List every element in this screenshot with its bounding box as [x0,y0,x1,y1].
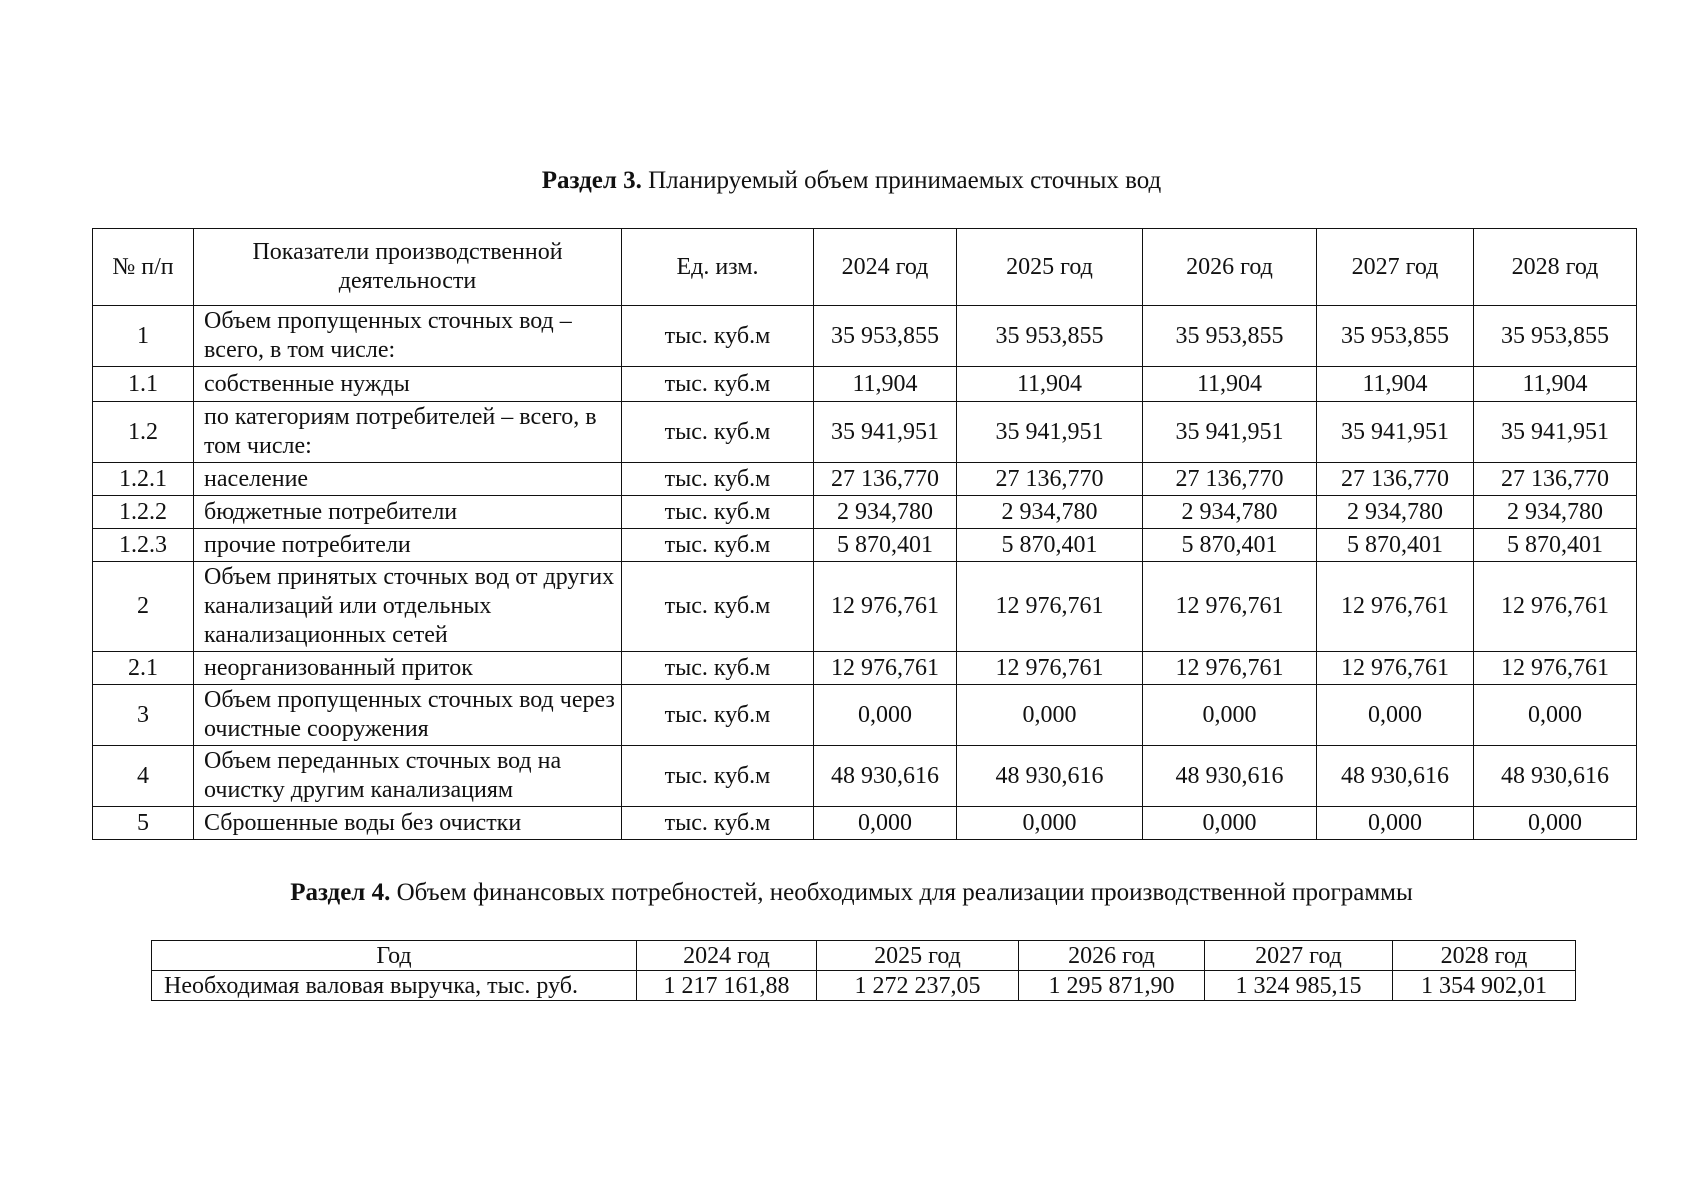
unit-cell: тыс. куб.м [622,685,814,746]
section-4-heading: Объем финансовых потребностей, необходимых для реализации производственной программы [396,879,1413,906]
indicator-cell: Объем переданных сточных вод на очистку другим канализациям [194,746,622,807]
value-cell: 11,904 [1143,367,1317,402]
row-number-cell: 4 [93,746,194,807]
value-cell: 35 953,855 [814,306,957,367]
section-4-label: Раздел 4. [290,879,391,906]
value-cell: 27 136,770 [1143,463,1317,496]
value-cell: 48 930,616 [957,746,1143,807]
header-year: 2024 год [814,229,957,306]
value-cell: 5 870,401 [1317,529,1474,562]
value-cell: 0,000 [814,685,957,746]
indicator-cell: по категориям потребителей – всего, в том числе: [194,402,622,463]
value-cell: 48 930,616 [814,746,957,807]
value-cell: 35 953,855 [1474,306,1637,367]
value-cell: 27 136,770 [1474,463,1637,496]
header-year: 2026 год [1143,229,1317,306]
unit-cell: тыс. куб.м [622,562,814,652]
value-cell: 12 976,761 [1474,562,1637,652]
value-cell: 1 324 985,15 [1205,971,1393,1001]
value-cell: 35 953,855 [1143,306,1317,367]
indicator-cell: население [194,463,622,496]
financial-needs-table [151,940,1576,1001]
header-year: 2025 год [817,941,1019,971]
table-row [93,562,1637,652]
value-cell: 12 976,761 [1317,652,1474,685]
value-cell: 35 941,951 [1317,402,1474,463]
value-cell: 35 953,855 [1317,306,1474,367]
row-number-cell: 1.2.1 [93,463,194,496]
wastewater-volume-table [92,228,1637,840]
value-cell: 11,904 [1474,367,1637,402]
value-cell: 2 934,780 [957,496,1143,529]
section-3-title [0,166,1703,196]
table-row [93,402,1637,463]
section-3-heading: Планируемый объем принимаемых сточных вод [648,167,1162,194]
unit-cell: тыс. куб.м [622,496,814,529]
row-number-cell: 1.2.3 [93,529,194,562]
value-cell: 12 976,761 [814,562,957,652]
value-cell: 0,000 [814,807,957,840]
value-cell: 12 976,761 [1474,652,1637,685]
value-cell: 12 976,761 [1143,652,1317,685]
value-cell: 2 934,780 [1317,496,1474,529]
table-header-row [93,229,1637,306]
value-cell: 27 136,770 [814,463,957,496]
indicator-cell: собственные нужды [194,367,622,402]
indicator-cell: Объем пропущенных сточных вод – всего, в том числе: [194,306,622,367]
row-number-cell: 2 [93,562,194,652]
row-number-cell: 1.1 [93,367,194,402]
table-row [93,367,1637,402]
table-row [93,463,1637,496]
table-row [93,685,1637,746]
value-cell: 12 976,761 [957,562,1143,652]
value-cell: 11,904 [1317,367,1474,402]
unit-cell: тыс. куб.м [622,306,814,367]
value-cell: 0,000 [1474,685,1637,746]
value-cell: 12 976,761 [1317,562,1474,652]
header-year: 2025 год [957,229,1143,306]
value-cell: 0,000 [1143,685,1317,746]
header-year: 2027 год [1205,941,1393,971]
table-row [93,746,1637,807]
value-cell: 0,000 [1474,807,1637,840]
value-cell: 27 136,770 [1317,463,1474,496]
header-indicator: Показатели производственной деятельности [194,229,622,306]
table-row [93,529,1637,562]
value-cell: 5 870,401 [814,529,957,562]
row-number-cell: 1.2.2 [93,496,194,529]
value-cell: 11,904 [814,367,957,402]
table-row [93,306,1637,367]
value-cell: 0,000 [1317,685,1474,746]
section-3-label: Раздел 3. [541,167,642,194]
table-header-row [152,941,1576,971]
header-year: 2028 год [1393,941,1576,971]
value-cell: 5 870,401 [1143,529,1317,562]
indicator-cell: прочие потребители [194,529,622,562]
row-number-cell: 1.2 [93,402,194,463]
header-year: 2026 год [1019,941,1205,971]
value-cell: 1 272 237,05 [817,971,1019,1001]
indicator-cell: Объем пропущенных сточных вод через очистные сооружения [194,685,622,746]
value-cell: 2 934,780 [1474,496,1637,529]
value-cell: 12 976,761 [957,652,1143,685]
table-row [93,496,1637,529]
value-cell: 0,000 [957,807,1143,840]
header-year: 2024 год [637,941,817,971]
unit-cell: тыс. куб.м [622,463,814,496]
value-cell: 35 941,951 [957,402,1143,463]
row-number-cell: 5 [93,807,194,840]
indicator-cell: неорганизованный приток [194,652,622,685]
value-cell: 48 930,616 [1143,746,1317,807]
table-row [152,971,1576,1001]
table-row [93,652,1637,685]
value-cell: 2 934,780 [1143,496,1317,529]
header-year: 2027 год [1317,229,1474,306]
unit-cell: тыс. куб.м [622,529,814,562]
unit-cell: тыс. куб.м [622,746,814,807]
value-cell: 35 941,951 [814,402,957,463]
indicator-cell: Сброшенные воды без очистки [194,807,622,840]
unit-cell: тыс. куб.м [622,367,814,402]
value-cell: 1 217 161,88 [637,971,817,1001]
unit-cell: тыс. куб.м [622,402,814,463]
value-cell: 35 941,951 [1474,402,1637,463]
value-cell: 2 934,780 [814,496,957,529]
value-cell: 5 870,401 [1474,529,1637,562]
header-year: 2028 год [1474,229,1637,306]
value-cell: 1 295 871,90 [1019,971,1205,1001]
value-cell: 12 976,761 [814,652,957,685]
row-number-cell: 1 [93,306,194,367]
indicator-cell: Объем принятых сточных вод от других канализаций или отдельных канализационных сетей [194,562,622,652]
value-cell: 11,904 [957,367,1143,402]
value-cell: 27 136,770 [957,463,1143,496]
row-number-cell: 3 [93,685,194,746]
value-cell: 12 976,761 [1143,562,1317,652]
table-row [93,807,1637,840]
unit-cell: тыс. куб.м [622,652,814,685]
value-cell: 48 930,616 [1474,746,1637,807]
value-cell: 48 930,616 [1317,746,1474,807]
value-cell: 0,000 [1317,807,1474,840]
value-cell: 0,000 [957,685,1143,746]
unit-cell: тыс. куб.м [622,807,814,840]
section-4-title [0,878,1703,908]
header-num: № п/п [93,229,194,306]
value-cell: 1 354 902,01 [1393,971,1576,1001]
row-number-cell: 2.1 [93,652,194,685]
value-cell: 35 941,951 [1143,402,1317,463]
header-unit: Ед. изм. [622,229,814,306]
revenue-label-cell: Необходимая валовая выручка, тыс. руб. [152,971,637,1001]
indicator-cell: бюджетные потребители [194,496,622,529]
year-label-cell: Год [152,941,637,971]
value-cell: 5 870,401 [957,529,1143,562]
value-cell: 35 953,855 [957,306,1143,367]
value-cell: 0,000 [1143,807,1317,840]
